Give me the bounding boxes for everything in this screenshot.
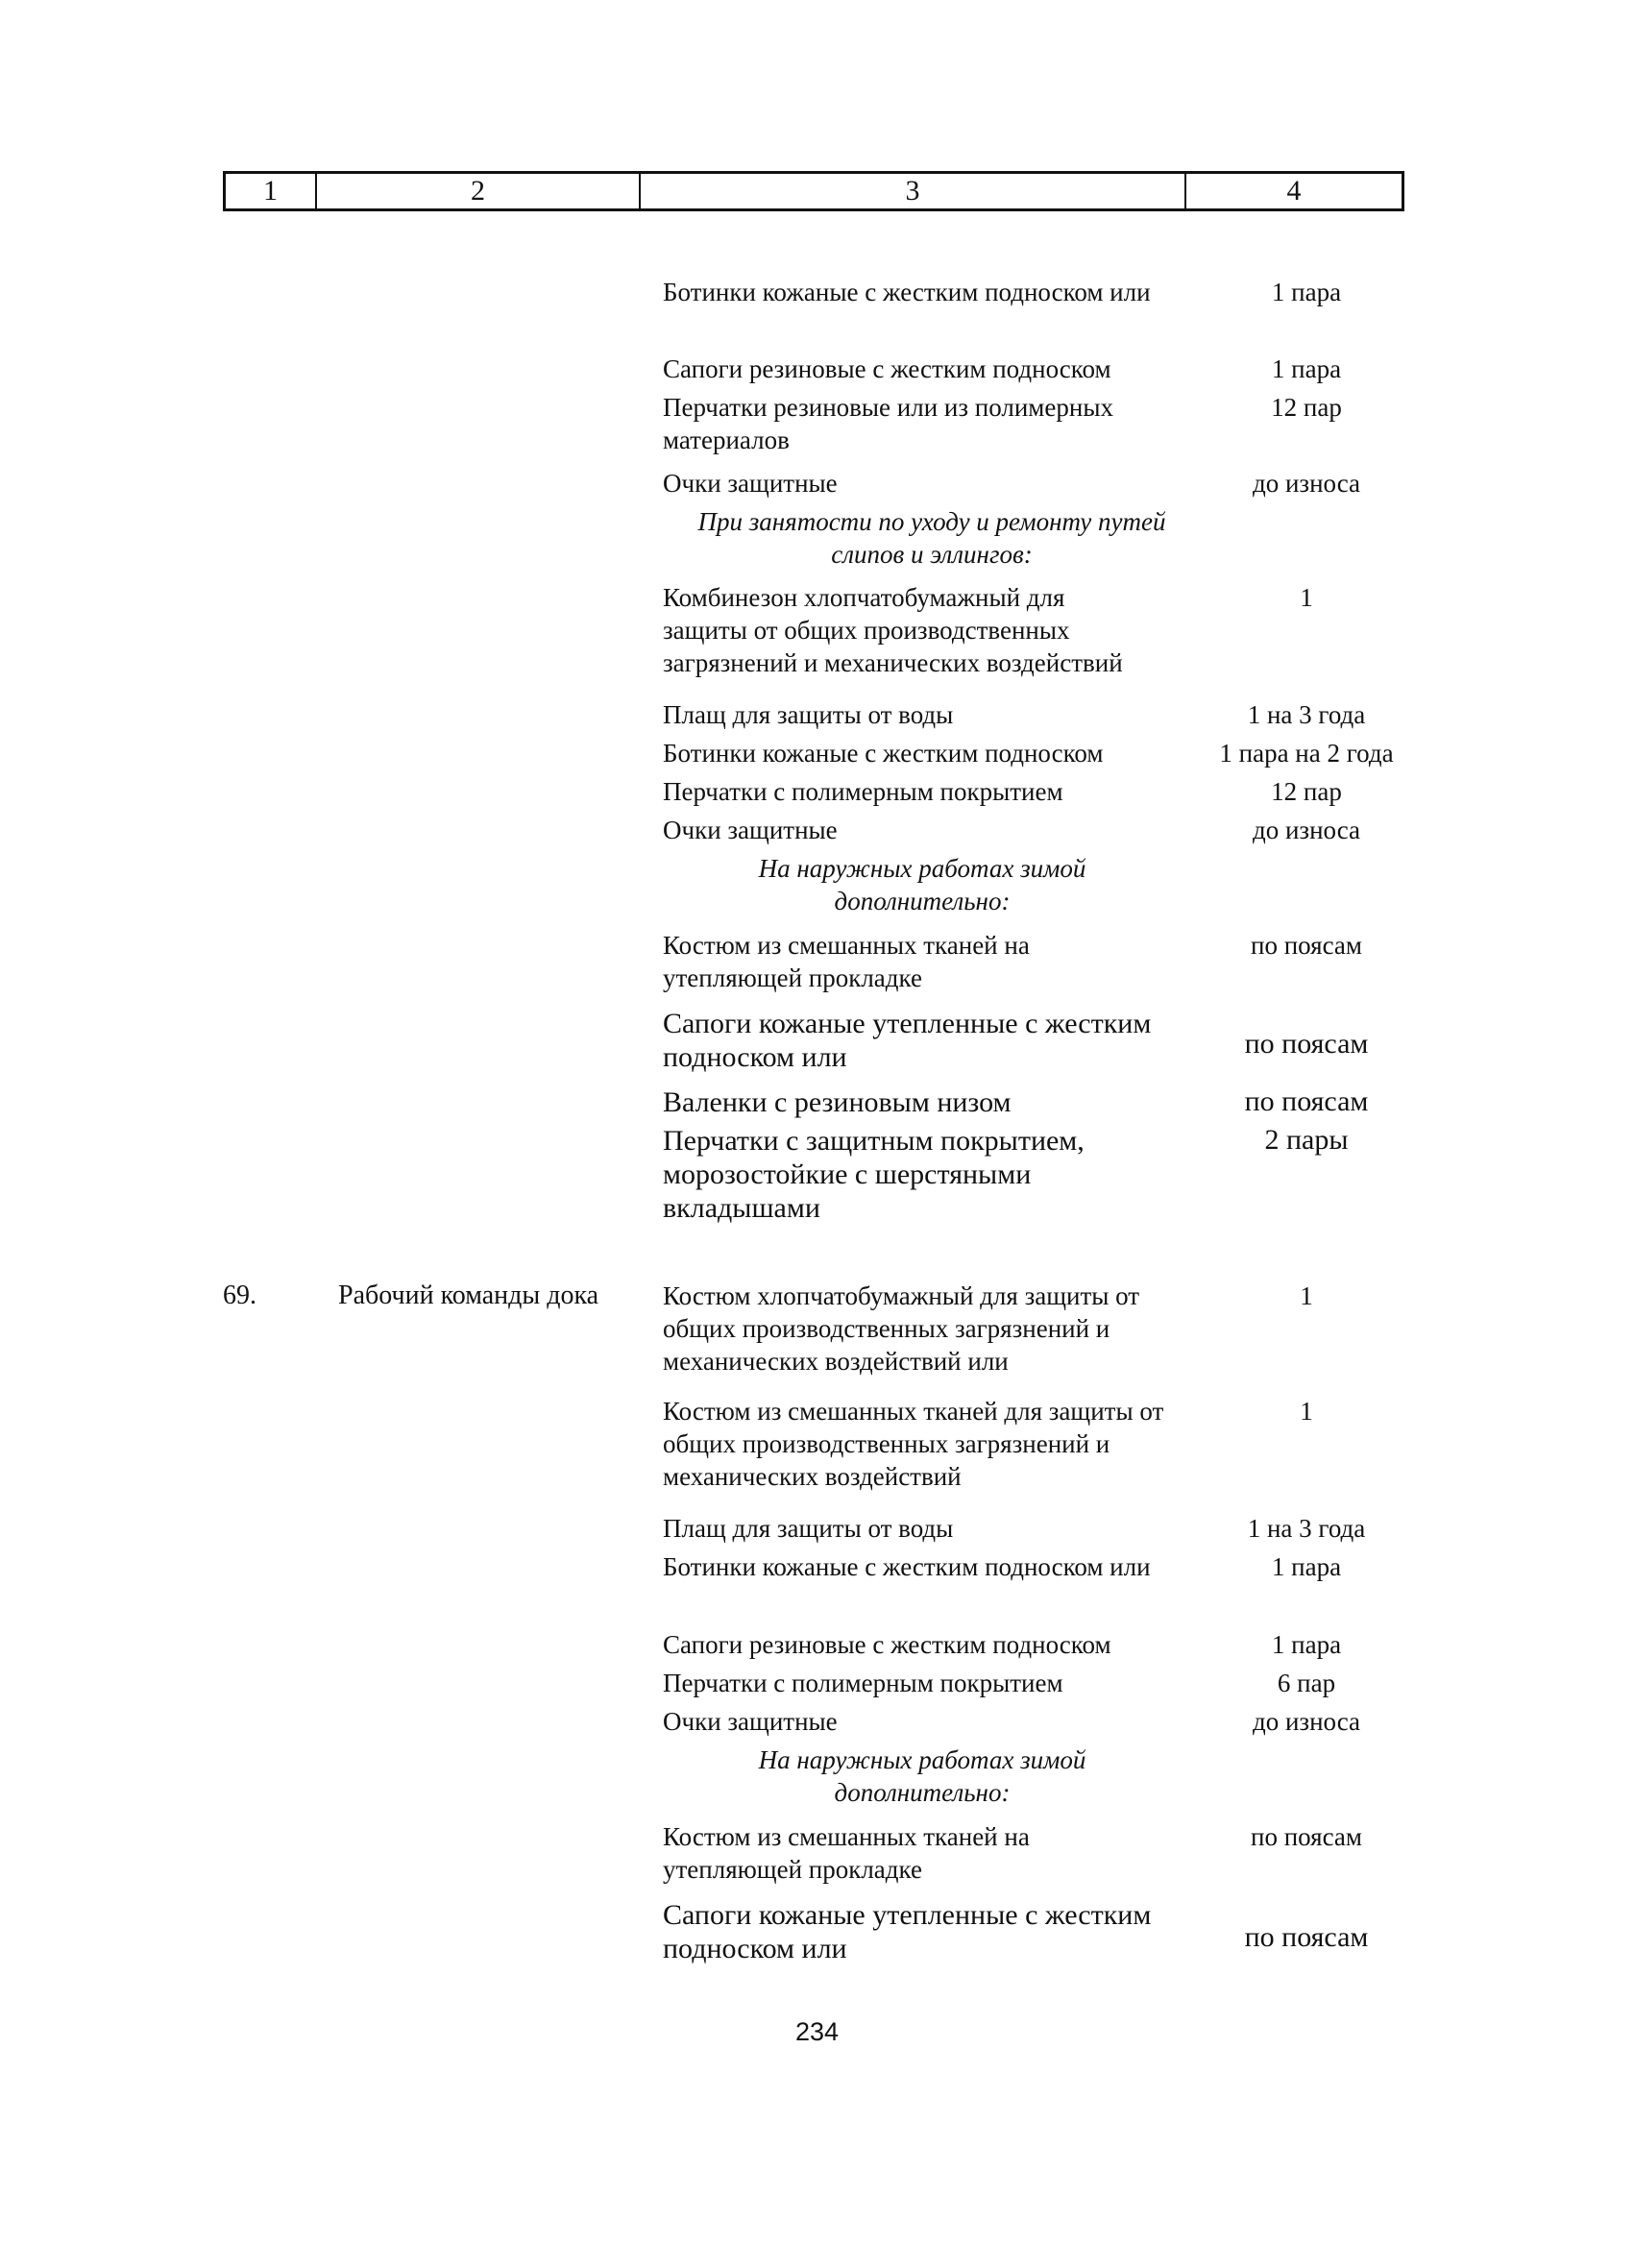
qty-mixed-suit: 1	[1300, 1397, 1313, 1426]
qty-insulated-boots: по поясам	[1244, 1028, 1369, 1060]
column-header-1: 1	[226, 174, 317, 208]
qty-raincoat-69: 1 на 3 года	[1247, 1514, 1366, 1543]
qty-gloves-polymer: 12 пар	[1271, 777, 1342, 806]
item-winter-gloves: Перчатки с защитным покрытием, морозостойкие с шерстяными вкладышами	[663, 1125, 1085, 1224]
item-gloves-polymer-69: Перчатки с полимерным покрытием	[663, 1669, 1063, 1697]
item-felt-boots: Валенки с резиновым низом	[663, 1086, 1012, 1118]
item-insulated-boots-69: Сапоги кожаные утепленные с жестким подноском или	[663, 1899, 1152, 1964]
qty-gloves-polymer-69: 6 пар	[1277, 1669, 1336, 1697]
qty-insulated-suit: по поясам	[1251, 931, 1362, 960]
qty-gloves-rubber: 12 пар	[1271, 393, 1342, 422]
qty-coverall: 1	[1300, 583, 1313, 612]
qty-insulated-boots-69: по поясам	[1244, 1921, 1369, 1953]
item-rubber-boots: Сапоги резиновые с жестким подноском	[663, 354, 1111, 383]
qty-rubber-boots: 1 пара	[1271, 354, 1342, 383]
subheading-slipways: При занятости по уходу и ремонту путей слипов и эллингов:	[697, 507, 1166, 569]
item-mixed-suit: Костюм из смешанных тканей для защиты от общих производственных загрязнений и механических воздействий	[663, 1397, 1164, 1491]
item-goggles-2: Очки защитные	[663, 816, 838, 844]
column-header-2: 2	[317, 174, 641, 208]
item-insulated-suit-69: Костюм из смешанных тканей на утепляющей прокладке	[663, 1822, 1030, 1884]
qty-boots-or-69: 1 пара	[1271, 1552, 1342, 1581]
qty-goggles-69: до износа	[1252, 1707, 1361, 1736]
qty-boots: 1 пара на 2 года	[1219, 739, 1394, 768]
qty-raincoat: 1 на 3 года	[1247, 700, 1366, 729]
item-raincoat-69: Плащ для защиты от воды	[663, 1514, 954, 1543]
item-insulated-suit: Костюм из смешанных тканей на утепляющей прокладке	[663, 931, 1030, 992]
item-goggles-69: Очки защитные	[663, 1707, 838, 1736]
item-boots: Ботинки кожаные с жестким подноском	[663, 739, 1104, 768]
column-header-4: 4	[1286, 175, 1302, 207]
page-number: 234	[794, 2017, 840, 2046]
subheading-winter-69: На наружных работах зимой дополнительно:	[758, 1745, 1086, 1807]
qty-goggles: до износа	[1252, 469, 1361, 498]
item-cotton-suit: Костюм хлопчатобумажный для защиты от общих производственных загрязнений и механических воздействий или	[663, 1281, 1140, 1376]
item-goggles: Очки защитные	[663, 469, 838, 498]
column-header-3: 3	[641, 174, 1186, 208]
item-gloves-rubber: Перчатки резиновые или из полимерных материалов	[663, 393, 1113, 454]
item-coverall: Комбинезон хлопчатобумажный для защиты от общих производственных загрязнений и механических воздействий	[663, 583, 1123, 677]
item-raincoat: Плащ для защиты от воды	[663, 700, 954, 729]
column-header-row	[223, 171, 1404, 211]
item-boots-or: Ботинки кожаные с жестким подноском или	[663, 278, 1151, 306]
profession-name: Рабочий команды дока	[338, 1280, 599, 1310]
row-number: 69.	[223, 1280, 256, 1310]
item-boots-or-69: Ботинки кожаные с жестким подноском или	[663, 1552, 1151, 1581]
qty-boots-or: 1 пара	[1271, 278, 1342, 306]
item-gloves-polymer: Перчатки с полимерным покрытием	[663, 777, 1063, 806]
qty-felt-boots: по поясам	[1244, 1085, 1369, 1117]
qty-rubber-boots-69: 1 пара	[1271, 1630, 1342, 1659]
qty-winter-gloves: 2 пары	[1264, 1124, 1349, 1156]
qty-cotton-suit: 1	[1300, 1281, 1313, 1310]
subheading-winter: На наружных работах зимой дополнительно:	[758, 854, 1086, 915]
qty-goggles-2: до износа	[1252, 816, 1361, 844]
qty-insulated-suit-69: по поясам	[1251, 1822, 1362, 1851]
item-rubber-boots-69: Сапоги резиновые с жестким подноском	[663, 1630, 1111, 1659]
item-insulated-boots: Сапоги кожаные утепленные с жестким подноском или	[663, 1008, 1152, 1073]
